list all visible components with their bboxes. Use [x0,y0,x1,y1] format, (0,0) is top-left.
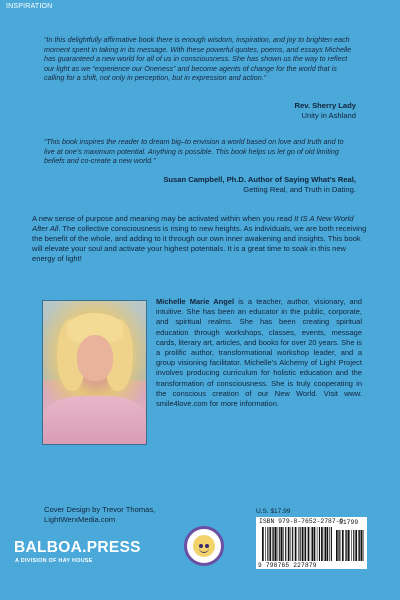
attribution-2-line2: Getting Real, and Truth in Dating. [243,184,356,194]
publisher-tagline: A DIVISION OF HAY HOUSE [15,557,93,564]
isbn-text: ISBN 979-8-7652-2787-9 [259,518,344,525]
barcode [256,517,367,569]
barcode-number: 9 798765 227879 [258,562,317,569]
credit-line-1: Cover Design by Trevor Thomas, [44,505,156,514]
barcode-addon-number: 51799 [339,519,359,526]
author-bio [156,297,362,409]
author-photo [42,300,147,445]
attribution-1-name: Rev. Sherry Lady [294,101,356,110]
description-after-title: . The collective consciousness is rising to new heights. As individuals, we are both receiving the benefit of the whole, and adding to it through our own inner awakening and insights. This book will elevate your soul and activate your highest potentials. It is a great time to soak in this new energy of light! [32,224,367,264]
description-before-title: A new sense of purpose and meaning may be activated within when you read [32,214,295,223]
attribution-2-name: Susan Campbell, Ph.D. Author of Saying What’s Real, [163,175,356,184]
credit-line-2: LightWerxMedia.com [44,515,116,525]
category-label: INSPIRATION [6,3,53,10]
barcode-main-bars [262,527,332,561]
book-description [32,214,368,264]
publisher-name: BALBOA.PRESS [14,539,141,556]
testimonial-attribution-1 [295,101,356,121]
description-book-title: It IS A New World After All [32,214,354,234]
price-label: U.S. $17.99 [256,508,291,515]
cover-design-credit [44,505,155,526]
smile-seal-icon [184,526,224,566]
barcode-addon-bars [336,530,364,561]
testimonial-quote-2: “This book inspires the reader to dream big–to envision a world based on love and truth and to live at one’s maximum potential. Anything is possible. This book helps us let go of old limiting beliefs and co-create a new world.” [44,137,344,165]
author-name: Michelle Marie Angel [156,297,235,306]
testimonial-quote-1: “In this delightfully affirmative book there is enough wisdom, inspiration, and joy to brighten each moment spent in taking in its message. With these powerful quotes, poems, and essays Michelle has guaranteed a new world for all of us in consciousness. She has shown us the way to reflect our light as we “experience our Oneness” and become agents of change for the world that is calling for a shift, not only in perception, but in expression and action.” [44,35,352,82]
attribution-1-affiliation: Unity in Ashland [301,110,356,120]
publisher-logo [14,540,141,564]
testimonial-attribution-2 [163,175,356,195]
author-bio-text: is a teacher, author, visionary, and intuitive. She has been an educator in the public, corporate, and spiritual realms. She has been creating spiritual education through workshops, classes, events, message cards, literary art, articles, and books for over 20 years. She is a prolific author, transformational workshop leader, and a group visioning facilitator. Michelle’s Alchemy of Light Project involves producing curriculum for holistic education and the transformation of consciousness. She is truly cooperating in the conscious creation of our New World. Visit www. smile4love.com for more information. [156,297,362,408]
